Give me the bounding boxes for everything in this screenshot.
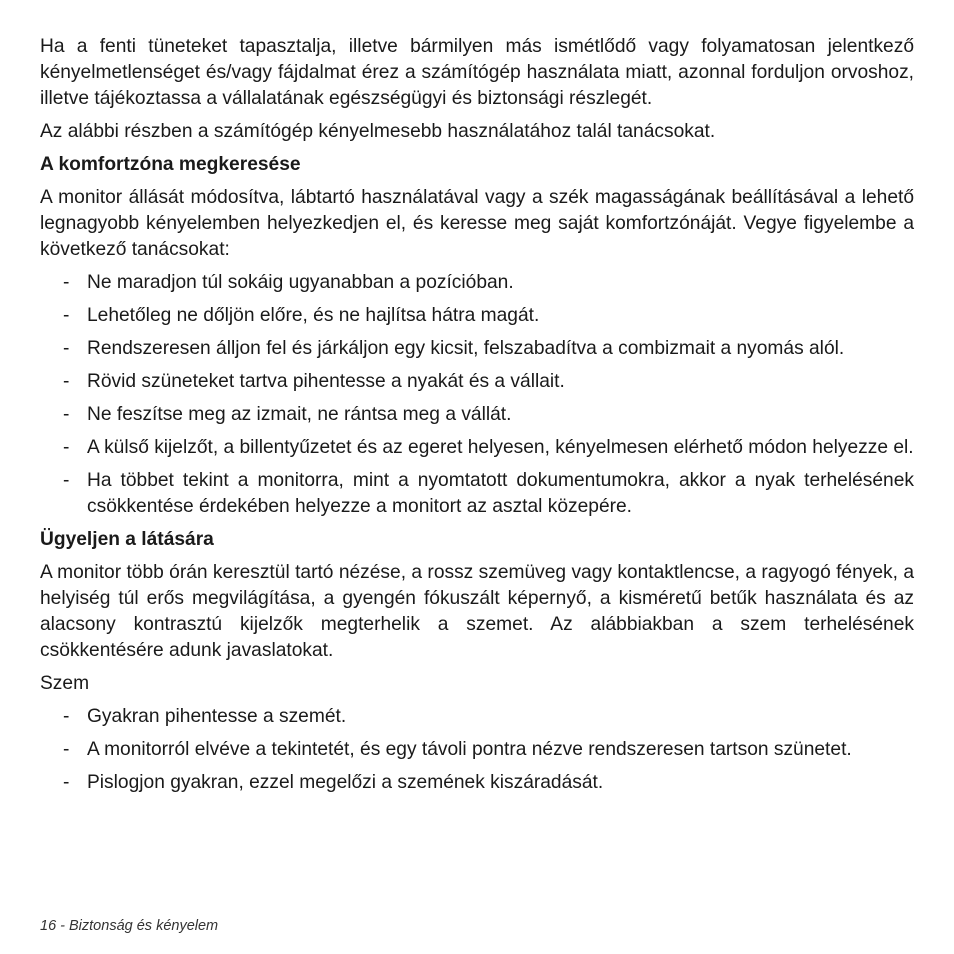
list-item: - A külső kijelzőt, a billentyűzetet és az egeret helyesen, kényelmesen elérhető módon helyezze el. (40, 435, 914, 461)
eye-tips-list (40, 704, 914, 796)
page-content (40, 34, 914, 803)
list-item: - A monitorról elvéve a tekintetét, és egy távoli pontra nézve rendszeresen tartson szünetet. (40, 737, 914, 763)
intro-paragraph: Az alábbi részben a számítógép kényelmesebb használatához talál tanácsokat. (40, 121, 716, 142)
list-item: - Ne feszítse meg az izmait, ne rántsa meg a vállát. (40, 402, 914, 428)
section-heading-vision: Ügyeljen a látására (40, 529, 214, 550)
list-item: - Pislogjon gyakran, ezzel megelőzi a szemének kiszáradását. (40, 770, 914, 796)
eye-subheading: Szem (40, 673, 90, 694)
vision-paragraph: A monitor több órán keresztül tartó nézése, a rossz szemüveg vagy kontaktlencse, a ragyogó fények, a helyiség túl erős megvilágítása, a gyengén fókuszált képernyő, a kisméretű betűk használata és az alacsony kontrasztú kijelzők megterhelik a szemet. Az alábbiakban a szem terhelésének csökkentésére adunk javaslatokat. (40, 562, 914, 661)
intro-paragraph: Ha a fenti tüneteket tapasztalja, illetve bármilyen más ismétlődő vagy folyamatosan jelentkező kényelmetlenséget és/vagy fájdalmat érez a számítógép használata miatt, azonnal forduljon orvoshoz, illetve tájékoztassa a vállalatának egészségügyi és biztonsági részlegét. (40, 36, 914, 109)
page-footer: 16 - Biztonság és kényelem (40, 918, 219, 934)
list-item: - Rendszeresen álljon fel és járkáljon egy kicsit, felszabadítva a combizmait a nyomás alól. (40, 336, 914, 362)
comfort-zone-tips-list (40, 270, 914, 520)
list-item: - Lehetőleg ne dőljön előre, és ne hajlítsa hátra magát. (40, 303, 914, 329)
list-item: - Rövid szüneteket tartva pihentesse a nyakát és a vállait. (40, 369, 914, 395)
list-item: - Ha többet tekint a monitorra, mint a nyomtatott dokumentumokra, akkor a nyak terhelésének csökkentése érdekében helyezze a monitort az asztal közepére. (40, 468, 914, 520)
list-item: - Gyakran pihentesse a szemét. (40, 704, 914, 730)
list-item: - Ne maradjon túl sokáig ugyanabban a pozícióban. (40, 270, 914, 296)
section-heading-comfort-zone: A komfortzóna megkeresése (40, 154, 301, 175)
comfort-zone-paragraph: A monitor állását módosítva, lábtartó használatával vagy a szék magasságának beállításával a lehető legnagyobb kényelemben helyezkedjen el, és keresse meg saját komfortzónáját. Vegye figyelembe a következő tanácsokat: (40, 187, 914, 260)
